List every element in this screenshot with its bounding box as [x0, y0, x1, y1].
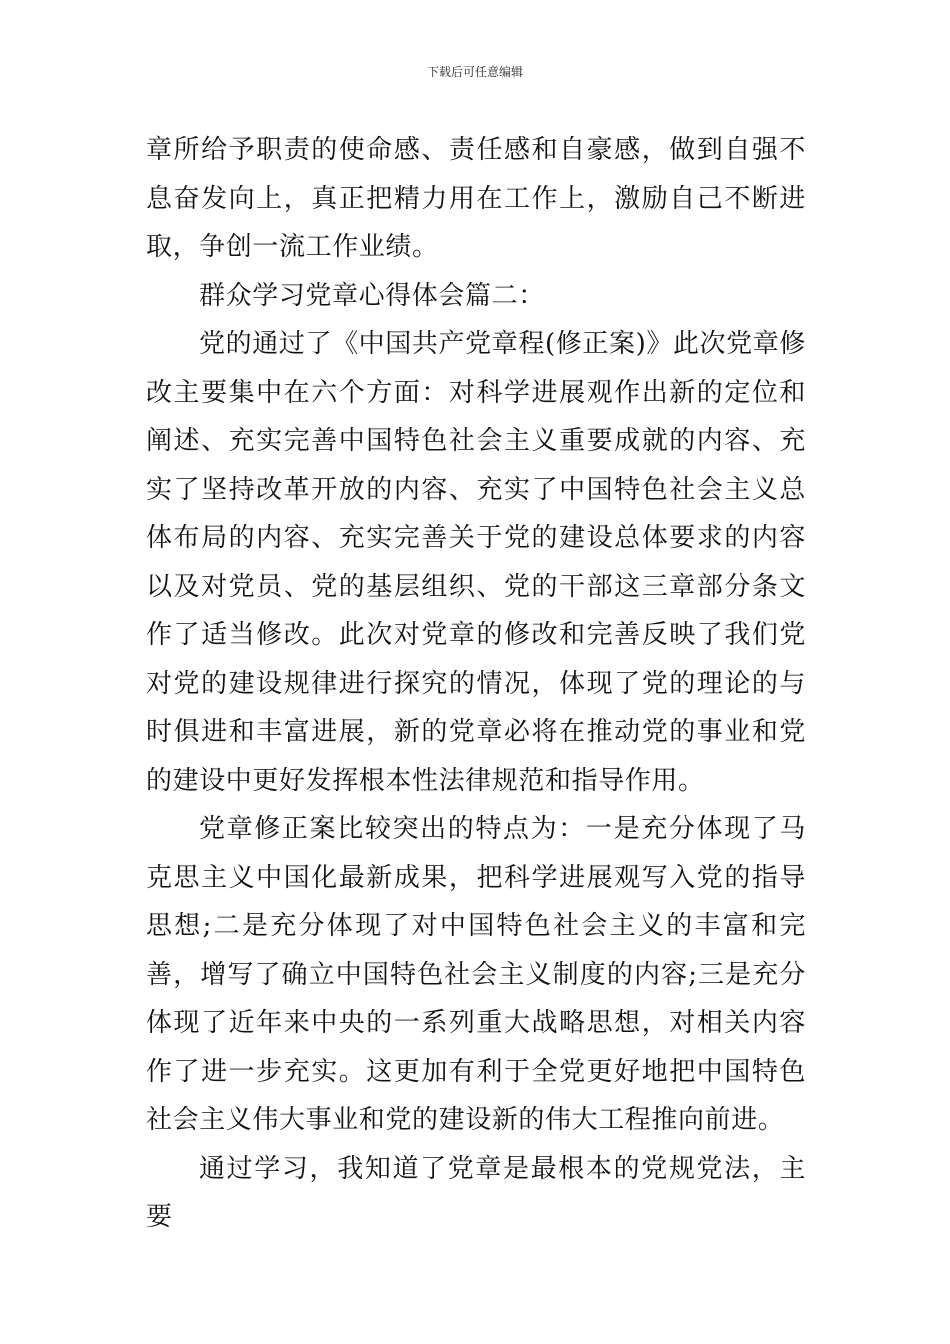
paragraph: 通过学习，我知道了党章是最根本的党规党法，主要	[146, 1153, 806, 1232]
section-heading: 群众学习党章心得体会篇二：	[199, 280, 545, 311]
paragraph-continuation: 章所给予职责的使命感、责任感和自豪感，做到自强不息奋发向上，真正把精力用在工作上，激励自己不断进取，争创一流工作业绩。	[146, 135, 806, 262]
page-header-note: 下载后可任意编辑	[426, 65, 523, 79]
paragraph: 党章修正案比较突出的特点为：一是充分体现了马克思主义中国化最新成果，把科学进展观写入党的指导思想;二是充分体现了对中国特色社会主义的丰富和完善，增写了确立中国特色社会主义制度的内容;三是充分体现了近年来中央的一系列重大战略思想，对相关内容作了进一步充实。这更加有利于全党更好地把中国特色社会主义伟大事业和党的建设新的伟大工程推向前进。	[146, 814, 806, 1135]
paragraph: 党的通过了《中国共产党章程(修正案)》此次党章修改主要集中在六个方面：对科学进展观作出新的定位和阐述、充实完善中国特色社会主义重要成就的内容、充实了坚持改革开放的内容、充实了中国特色社会主义总体布局的内容、充实完善关于党的建设总体要求的内容以及对党员、党的基层组织、党的干部这三章部分条文作了适当修改。此次对党章的修改和完善反映了我们党对党的建设规律进行探究的情况，体现了党的理论的与时俱进和丰富进展，新的党章必将在推动党的事业和党的建设中更好发挥根本性法律规范和指导作用。	[146, 329, 806, 796]
document-body	[146, 126, 806, 1242]
